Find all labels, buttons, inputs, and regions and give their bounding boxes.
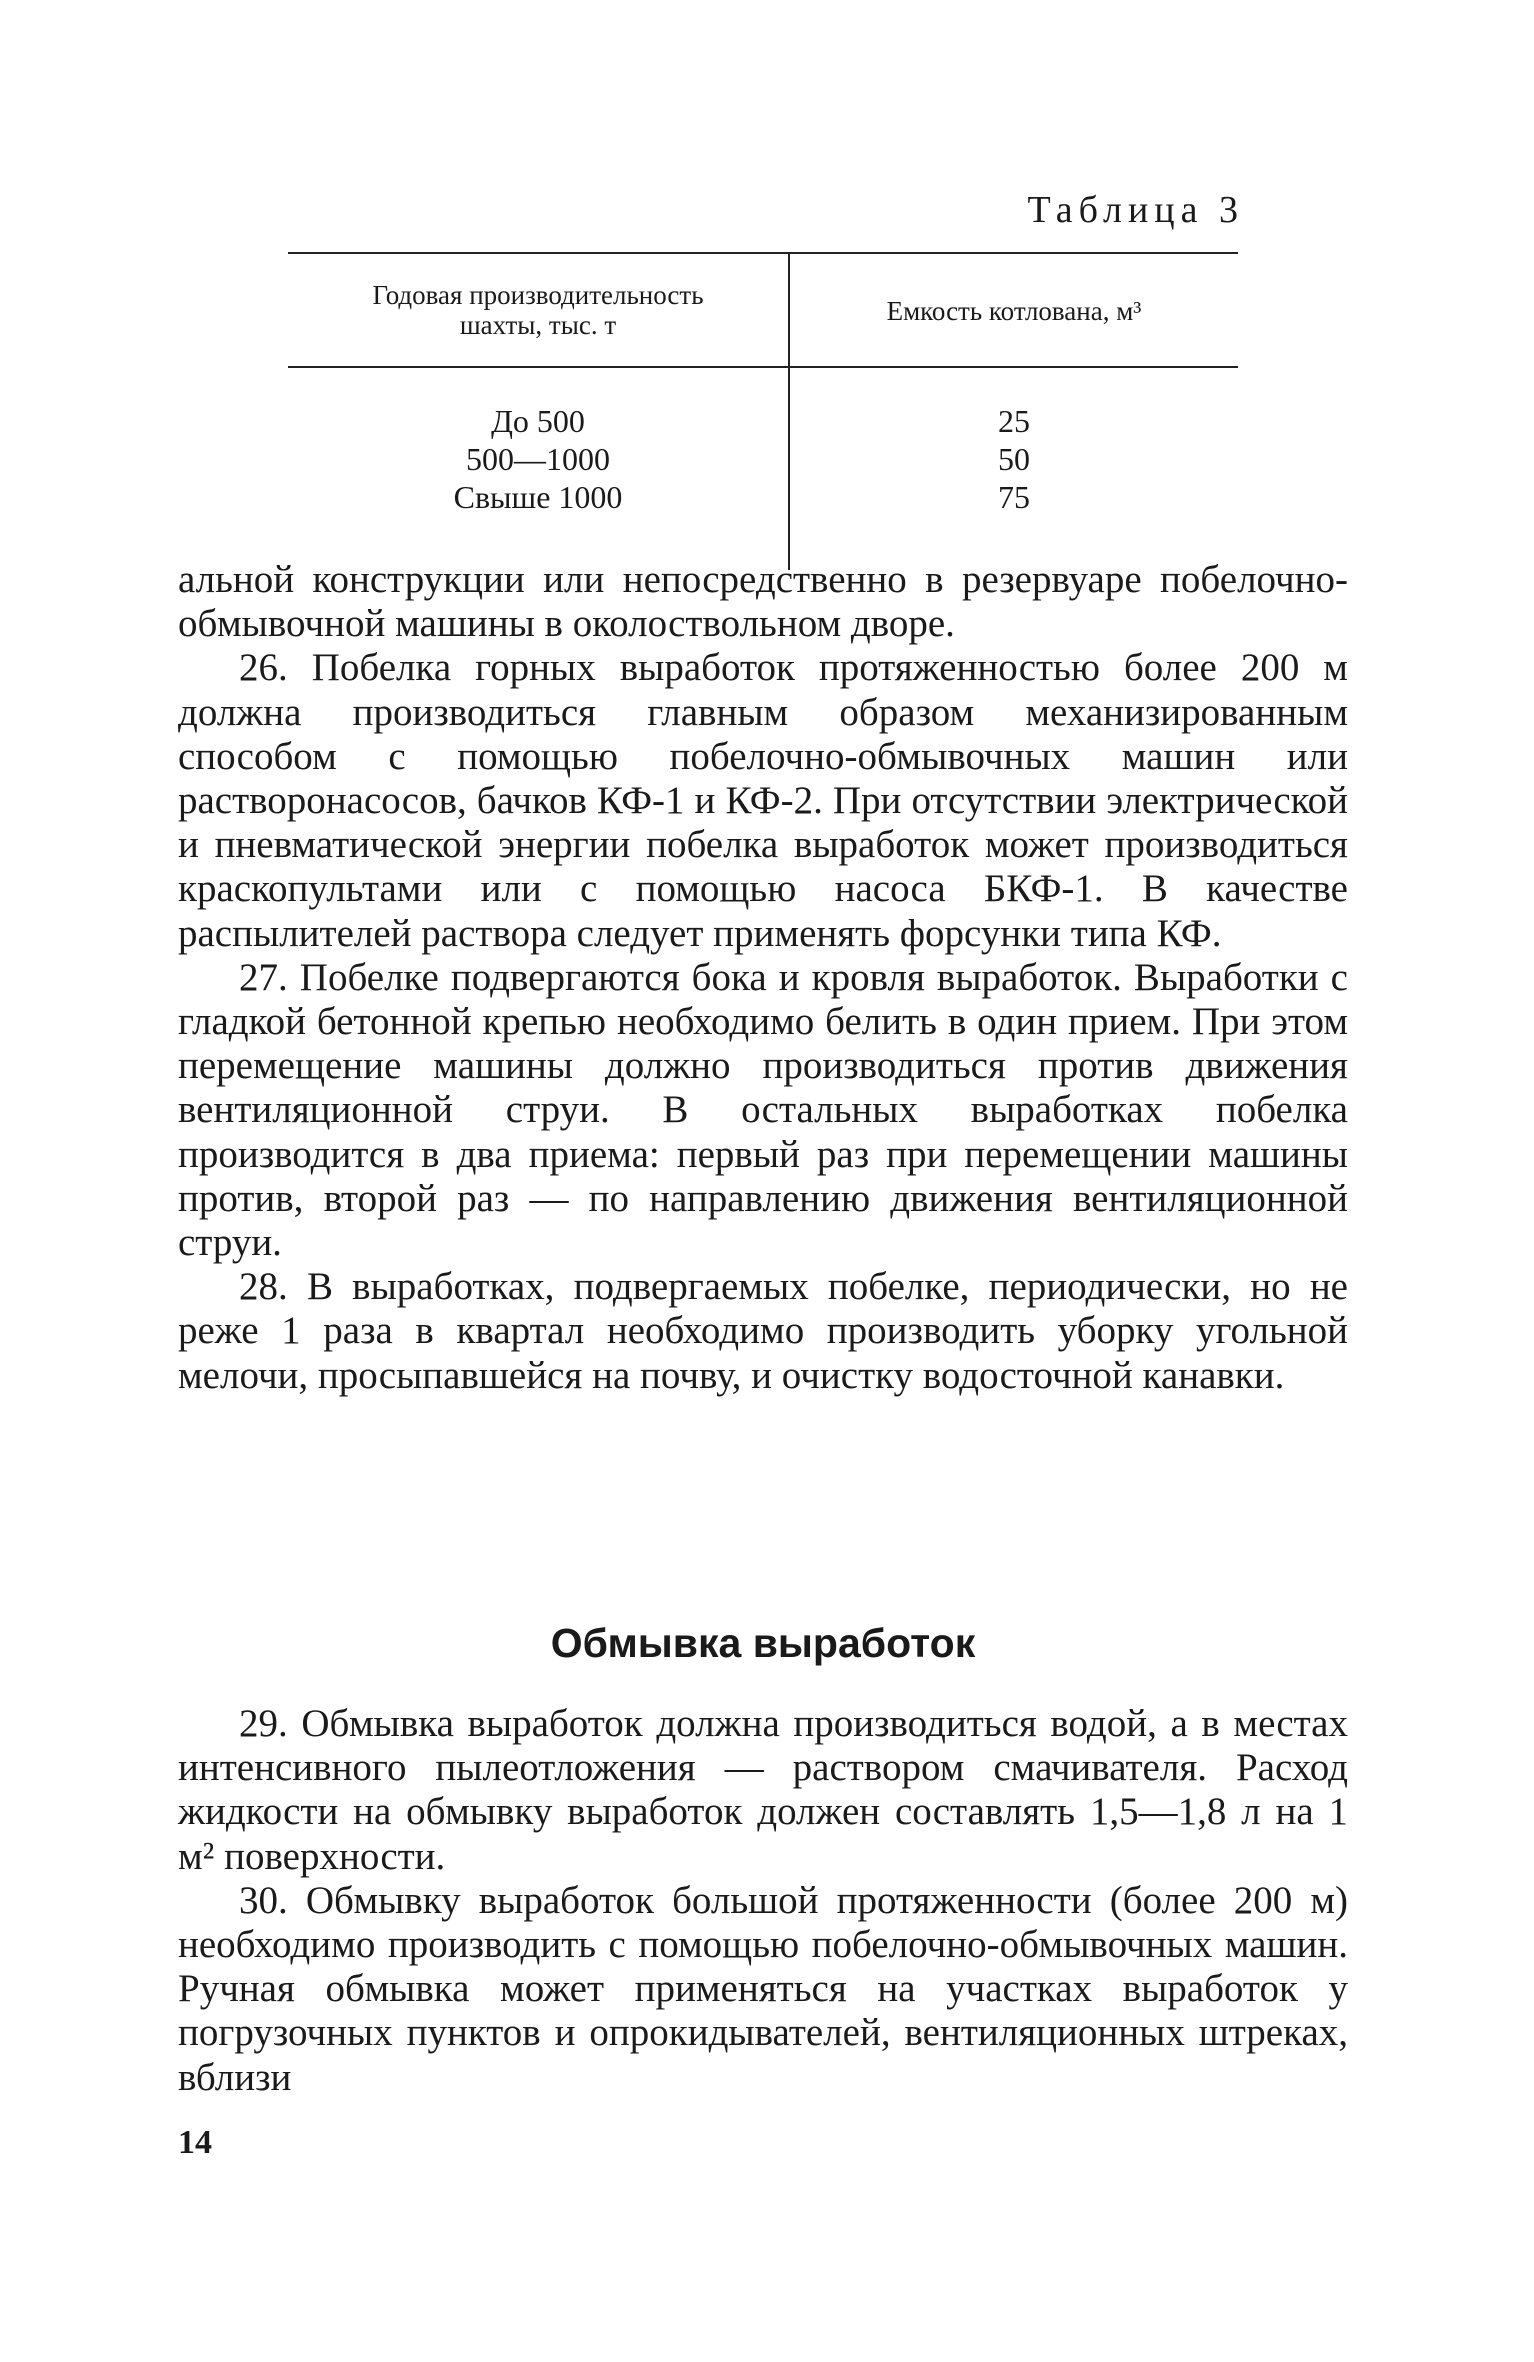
- table-header-capacity: [790, 296, 1238, 326]
- section-heading: Обмывка выработок: [550, 1620, 976, 1666]
- body-text-section-1: [178, 558, 1348, 1398]
- table-header-production: [288, 280, 788, 340]
- table-cell: 50: [998, 441, 1030, 477]
- table-column-production: [288, 402, 788, 516]
- table-column-capacity: [790, 402, 1238, 516]
- paragraph-26: 26. Побелка горных выработок протяженностью более 200 м должна производиться главным образом механизированным способом с помощью побелочно-обмывочных машин или растворонасосов, бачков КФ-1 и КФ-2. При отсутствии электрической и пневматической энергии побелка выработок может производиться краскопультами или с помощью насоса БКФ-1. В качестве распылителей раствора следует применять форсунки типа КФ.: [178, 646, 1348, 955]
- page-number: 14: [178, 2124, 212, 2161]
- header-line: шахты, тыс. т: [459, 310, 617, 340]
- table-header-rule: [288, 366, 1238, 368]
- table-cell: Свыше 1000: [453, 479, 623, 515]
- table-cell: 25: [998, 403, 1030, 439]
- table-cell: 75: [998, 479, 1030, 515]
- table-cell: 500—1000: [466, 441, 610, 477]
- paragraph-continuation: альной конструкции или непосредственно в резервуаре побелочно-обмывочной машины в околоствольном дворе.: [178, 558, 1348, 646]
- header-line: Емкость котлована, м³: [886, 296, 1142, 326]
- header-line: Годовая производительность: [372, 280, 704, 310]
- table-cell: До 500: [491, 403, 585, 439]
- table-caption: Таблица 3: [1027, 189, 1244, 231]
- paragraph-27: 27. Побелке подвергаются бока и кровля выработок. Выработки с гладкой бетонной крепью необходимо белить в один прием. При этом перемещение машины должно производиться против движения вентиляционной струи. В остальных выработках побелка производится в два приема: первый раз при перемещении машины против, второй раз — по направлению движения вентиляционной струи.: [178, 955, 1348, 1265]
- body-text-section-2: [178, 1702, 1348, 2100]
- paragraph-30: 30. Обмывку выработок большой протяженности (более 200 м) необходимо производить с помощью побелочно-обмывочных машин. Ручная обмывка может применяться на участках выработок у погрузочных пунктов и опрокидывателей, вентиляционных штреках, вблизи: [178, 1878, 1348, 2099]
- paragraph-28: 28. В выработках, подвергаемых побелке, периодически, но не реже 1 раза в квартал необходимо производить уборку угольной мелочи, просыпавшейся на почву, и очистку водосточной канавки.: [178, 1265, 1348, 1397]
- table-top-rule: [288, 252, 1238, 254]
- paragraph-29: 29. Обмывка выработок должна производиться водой, а в местах интенсивного пылеотложения — раствором смачивателя. Расход жидкости на обмывку выработок должен составлять 1,5—1,8 л на 1 м² поверхности.: [178, 1702, 1348, 1878]
- capacity-table: [288, 252, 1238, 570]
